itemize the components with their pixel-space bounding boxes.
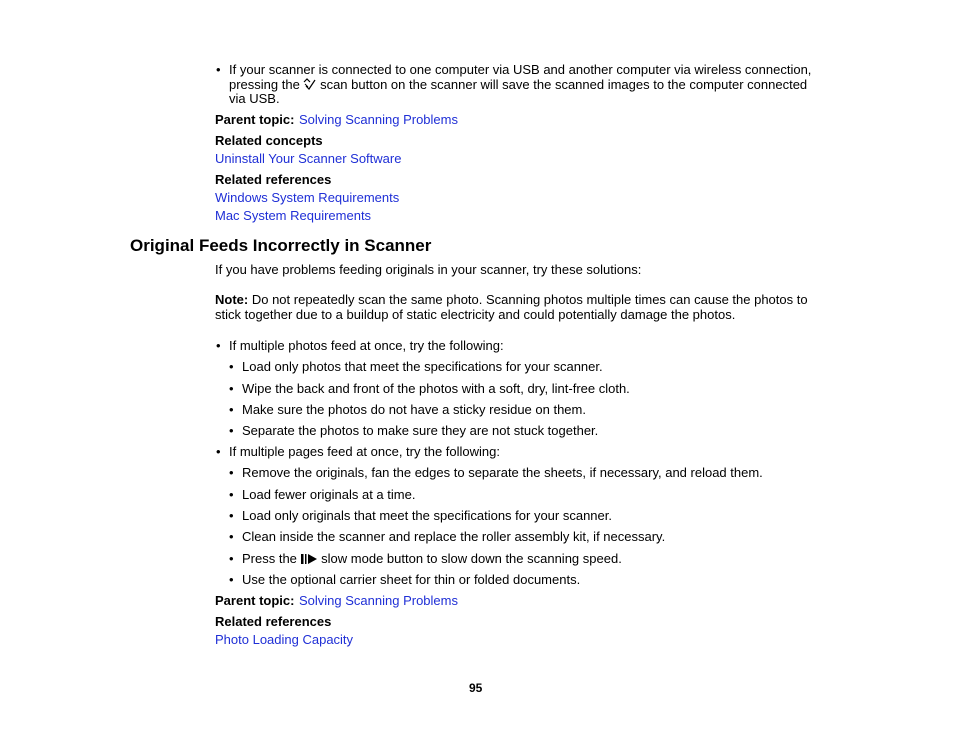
list-item: Load fewer originals at a time. <box>242 487 416 502</box>
bullet-marker: • <box>229 551 234 566</box>
bullet-marker: • <box>229 465 234 480</box>
note-text: Do not repeatedly scan the same photo. Scanning photos multiple times can cause the photos to <box>251 292 808 307</box>
bullet-text-line: If your scanner is connected to one computer via USB and another computer via wireless connection, <box>229 62 812 77</box>
note-label: Note: <box>215 292 249 307</box>
slow-mode-prefix: Press the <box>242 551 297 566</box>
slow-mode-icon <box>301 553 318 565</box>
related-references-label: Related references <box>215 614 332 629</box>
bullet-marker: • <box>229 423 234 438</box>
parent-topic-link[interactable]: Solving Scanning Problems <box>299 593 458 608</box>
section-heading: Original Feeds Incorrectly in Scanner <box>130 236 432 255</box>
note-line <box>215 292 808 307</box>
bullet-marker: • <box>229 402 234 417</box>
related-reference-link[interactable]: Mac System Requirements <box>215 208 372 223</box>
intro-text: If you have problems feeding originals in your scanner, try these solutions: <box>215 262 642 277</box>
group-title: If multiple pages feed at once, try the following: <box>229 444 500 459</box>
bullet-marker: • <box>229 381 234 396</box>
related-concept-link[interactable]: Uninstall Your Scanner Software <box>215 151 402 166</box>
bullet-marker: • <box>229 359 234 374</box>
related-concepts-label: Related concepts <box>215 133 323 148</box>
parent-topic-label: Parent topic: <box>215 593 295 608</box>
slow-mode-suffix: slow mode button to slow down the scanning speed. <box>321 551 622 566</box>
bullet-marker: • <box>229 572 234 587</box>
bullet-marker: • <box>229 508 234 523</box>
page-number: 95 <box>469 681 483 695</box>
list-item: Clean inside the scanner and replace the roller assembly kit, if necessary. <box>242 529 666 544</box>
related-reference-link[interactable]: Photo Loading Capacity <box>215 632 354 647</box>
list-item: Use the optional carrier sheet for thin or folded documents. <box>242 572 581 587</box>
bullet-marker: • <box>216 62 221 77</box>
bullet-text-line: via USB. <box>229 91 280 106</box>
scan-button-icon <box>303 78 316 91</box>
bullet-marker: • <box>216 444 221 459</box>
list-item: Load only photos that meet the specifications for your scanner. <box>242 359 603 374</box>
parent-topic-link[interactable]: Solving Scanning Problems <box>299 112 458 127</box>
related-reference-link[interactable]: Windows System Requirements <box>215 190 400 205</box>
note-line: stick together due to a buildup of static electricity and could potentially damage the photos. <box>215 307 736 322</box>
bullet-text-suffix: scan button on the scanner will save the scanned images to the computer connected <box>320 77 808 92</box>
bullet-text-line <box>229 77 807 92</box>
bullet-marker: • <box>229 487 234 502</box>
parent-topic-label: Parent topic: <box>215 112 295 127</box>
bullet-marker: • <box>229 529 234 544</box>
list-item: Remove the originals, fan the edges to separate the sheets, if necessary, and reload them. <box>242 465 763 480</box>
group-title: If multiple photos feed at once, try the following: <box>229 338 504 353</box>
related-references-label: Related references <box>215 172 332 187</box>
bullet-text-prefix: pressing the <box>229 77 300 92</box>
list-item: Separate the photos to make sure they are not stuck together. <box>242 423 599 438</box>
list-item: Make sure the photos do not have a sticky residue on them. <box>242 402 586 417</box>
list-item <box>242 551 622 566</box>
list-item: Wipe the back and front of the photos with a soft, dry, lint-free cloth. <box>242 381 630 396</box>
bullet-marker: • <box>216 338 221 353</box>
list-item: Load only originals that meet the specifications for your scanner. <box>242 508 612 523</box>
